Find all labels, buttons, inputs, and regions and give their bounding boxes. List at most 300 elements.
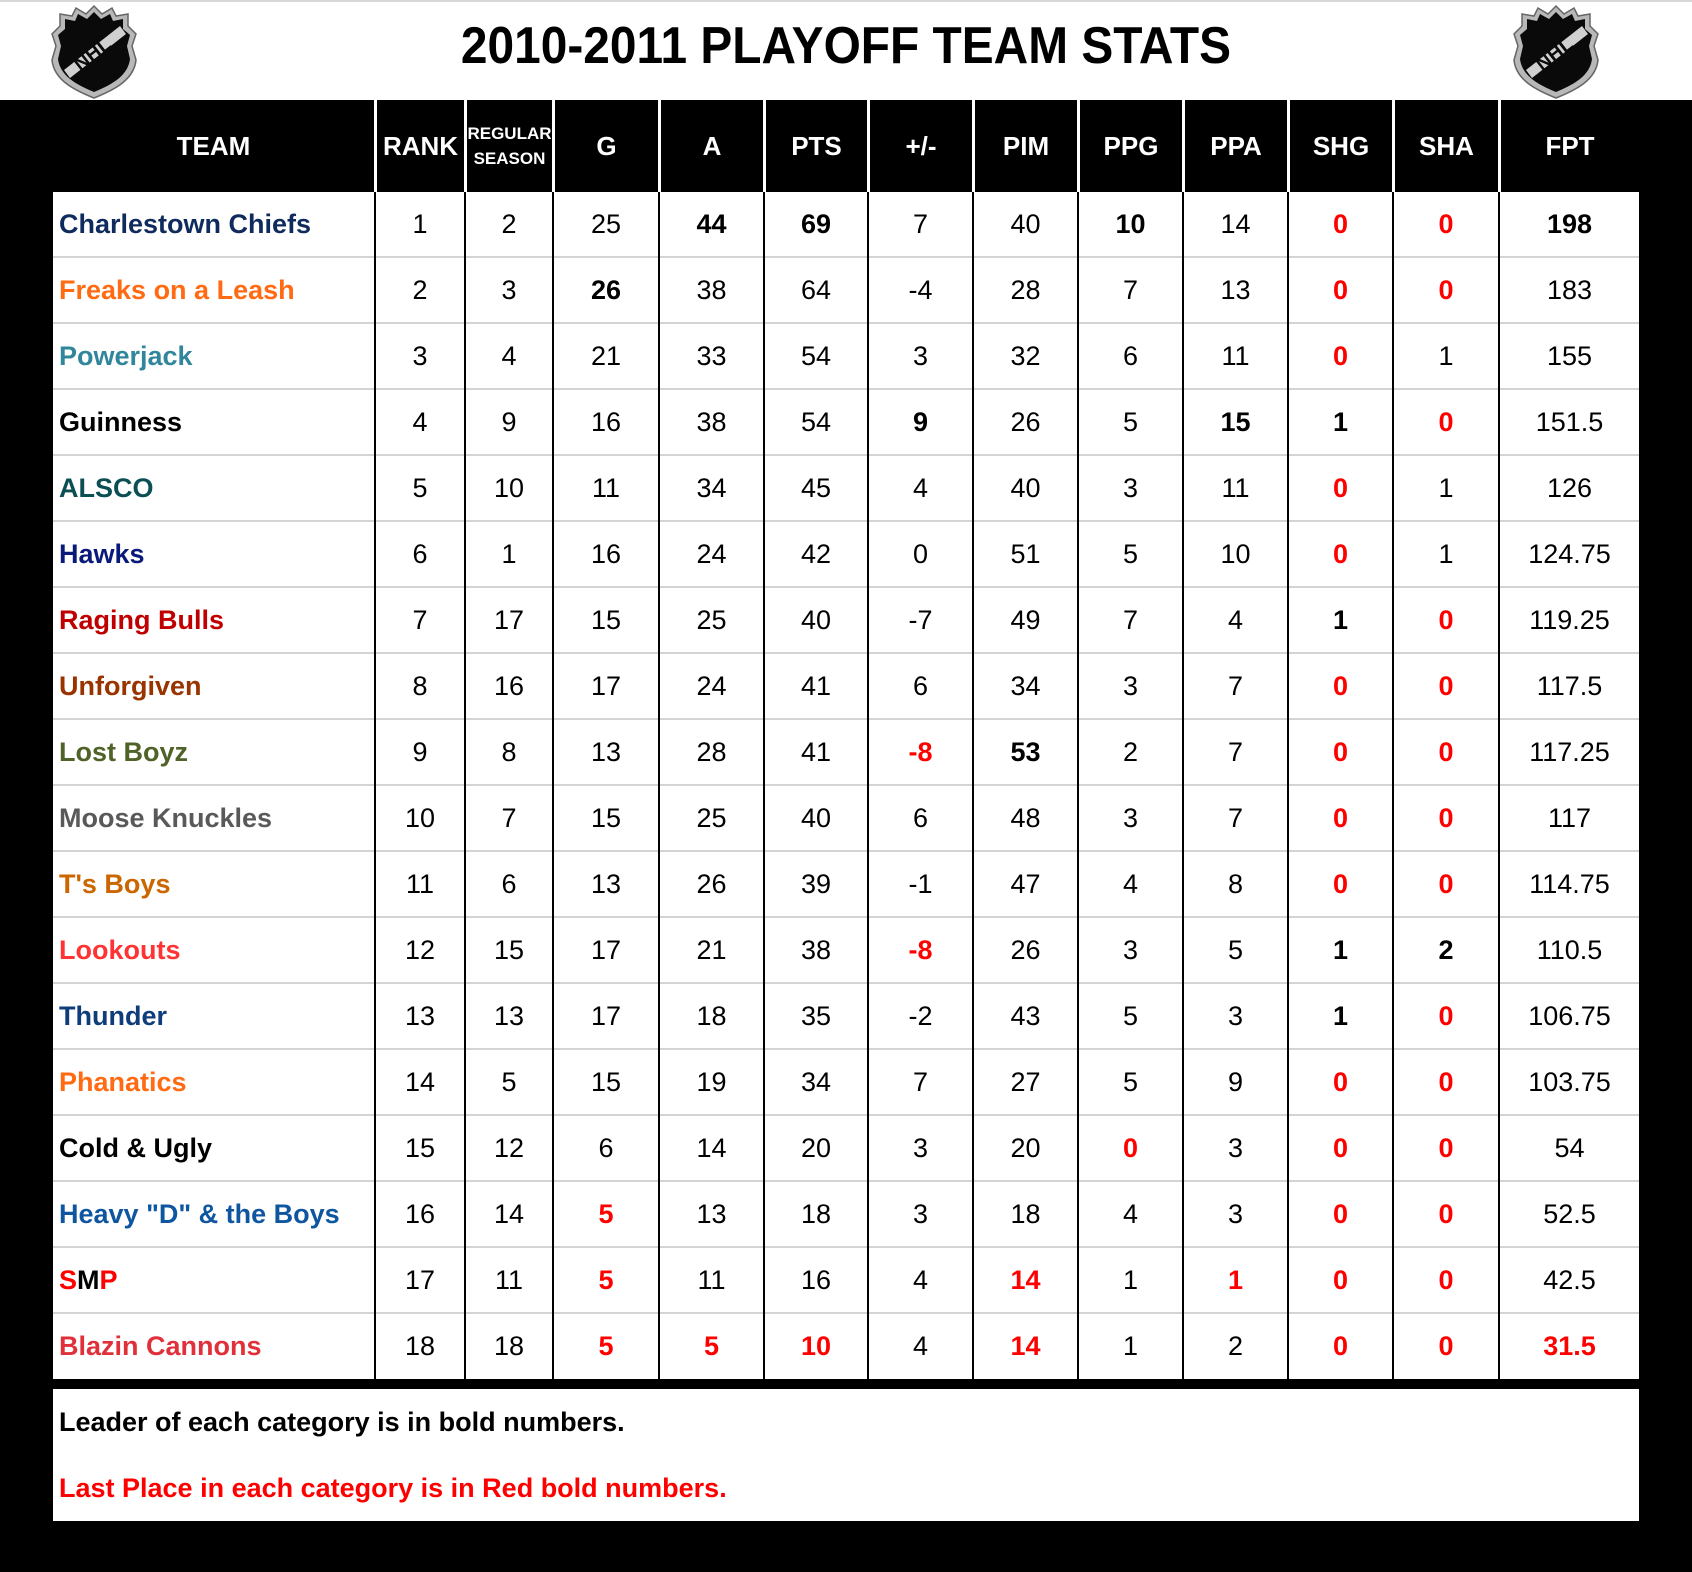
stat-rank: 5 [412,472,428,503]
column-header-a: A [702,130,722,161]
team-name-part: M [77,1264,100,1295]
stat-ppa: 3 [1227,1000,1244,1031]
header-separator [464,100,467,192]
stat-shg: 0 [1332,1198,1349,1229]
stat-g: 15 [590,802,622,833]
stat-fpt: 117 [1547,802,1592,833]
stat-a: 24 [696,538,727,569]
stat-pts: 16 [800,1264,832,1295]
stat-pm: 3 [912,1132,929,1163]
stat-a: 26 [696,868,727,899]
stat-pm: 7 [912,208,929,239]
stat-pm: 4 [912,1264,929,1295]
stat-a: 19 [696,1066,727,1097]
stat-reg: 14 [493,1198,525,1229]
team-name: Charlestown Chiefs [59,208,312,239]
stat-rank: 12 [404,934,436,965]
stat-a: 5 [703,1330,720,1361]
stat-shg: 1 [1332,934,1349,965]
stat-a: 34 [696,472,727,503]
stat-sha: 0 [1438,1000,1454,1031]
stat-rank: 16 [404,1198,436,1229]
stat-pts: 41 [800,670,832,701]
table-row [53,1248,1639,1314]
stat-reg: 11 [494,1264,524,1295]
table-row [53,258,1639,324]
column-header-sha: SHA [1419,130,1474,161]
team-name: Lost Boyz [59,736,189,767]
stat-g: 5 [598,1264,614,1295]
stat-pim: 28 [1010,274,1041,305]
stat-sha: 0 [1438,274,1454,305]
stat-fpt: 151.5 [1535,406,1604,437]
stat-reg: 1 [501,538,517,569]
stat-sha: 0 [1438,1066,1454,1097]
team-name [53,1248,380,1312]
column-header-pm: +/- [905,130,937,161]
table-row [53,918,1639,984]
stat-ppa: 7 [1227,670,1244,701]
table-row [53,852,1639,918]
team-name: Phanatics [59,1066,187,1097]
stat-g: 11 [591,472,621,503]
stat-pim: 18 [1010,1198,1041,1229]
stat-pim: 14 [1010,1264,1041,1295]
stat-pm: 4 [912,1330,929,1361]
stat-reg: 13 [493,1000,525,1031]
table-row [53,456,1639,522]
stat-shg: 1 [1332,604,1349,635]
stat-rank: 13 [404,1000,436,1031]
stat-pts: 40 [800,604,832,635]
table-row [53,522,1639,588]
header-separator [1077,100,1080,192]
header-separator [1287,100,1290,192]
stat-pm: 3 [912,340,929,371]
stat-a: 25 [696,802,727,833]
stat-pts: 54 [800,406,832,437]
stat-g: 17 [590,934,622,965]
column-divider [972,192,974,1379]
stat-fpt: 110.5 [1536,934,1603,965]
stat-fpt: 124.75 [1528,538,1611,569]
column-divider [552,192,554,1379]
stat-fpt: 54 [1554,1132,1585,1163]
stat-ppa: 15 [1220,406,1251,437]
stat-fpt: 103.75 [1528,1066,1611,1097]
team-name: Powerjack [59,340,193,371]
team-name: Guinness [59,406,183,437]
column-divider [374,192,376,1379]
stat-ppg: 5 [1122,1066,1139,1097]
stat-pm: -8 [908,736,933,767]
team-name: Moose Knuckles [59,802,273,833]
stat-ppg: 5 [1122,538,1139,569]
column-divider [867,192,869,1379]
stat-sha: 0 [1438,802,1454,833]
stat-shg: 0 [1332,1264,1349,1295]
stat-fpt: 155 [1546,340,1593,371]
stat-rank: 17 [404,1264,436,1295]
stat-sha: 0 [1438,604,1454,635]
stat-pm: 0 [912,538,929,569]
stat-ppg: 6 [1122,340,1139,371]
stat-ppg: 3 [1122,472,1139,503]
header-separator [658,100,661,192]
stat-a: 21 [696,934,727,965]
stat-shg: 0 [1332,868,1349,899]
stat-fpt: 126 [1546,472,1593,503]
stat-rank: 9 [412,736,428,767]
stat-sha: 0 [1438,1264,1454,1295]
column-header-ppa: PPA [1210,130,1262,161]
stat-shg: 0 [1332,1132,1349,1163]
stat-reg: 18 [493,1330,525,1361]
stat-pm: 6 [912,670,929,701]
stat-ppg: 10 [1115,208,1146,239]
title-bar [0,0,1692,100]
stat-ppg: 3 [1122,934,1139,965]
stat-g: 5 [598,1330,614,1361]
header-separator [552,100,555,192]
stat-g: 16 [590,406,622,437]
stat-ppa: 7 [1227,736,1244,767]
stat-pm: 7 [912,1066,929,1097]
stat-sha: 0 [1438,670,1454,701]
leader-note: Leader of each category is in bold numbers. [59,1407,625,1437]
table-row [53,588,1639,654]
column-divider [763,192,765,1379]
stat-g: 6 [598,1132,614,1163]
stat-pm: -8 [908,934,933,965]
stat-rank: 1 [412,208,428,239]
stat-fpt: 183 [1546,274,1593,305]
table-row [53,1314,1639,1380]
stat-rank: 2 [412,274,428,305]
stat-sha: 0 [1438,1330,1454,1361]
stat-g: 13 [590,868,622,899]
stat-g: 17 [590,1000,622,1031]
table-row [53,1116,1639,1182]
stat-fpt: 119.25 [1529,604,1610,635]
stat-ppa: 1 [1227,1264,1244,1295]
stat-pts: 69 [800,208,832,239]
team-name: Heavy "D" & the Boys [59,1198,340,1229]
stat-sha: 0 [1438,208,1454,239]
header-separator [374,100,377,192]
stat-pts: 18 [800,1198,832,1229]
stat-pts: 64 [800,274,832,305]
stat-pim: 32 [1010,340,1041,371]
table-row [53,1050,1639,1116]
stat-a: 25 [696,604,727,635]
stat-pts: 35 [800,1000,832,1031]
team-name: Lookouts [59,934,181,965]
stat-ppg: 4 [1122,1198,1139,1229]
stat-ppa: 11 [1221,340,1250,371]
stat-pim: 40 [1010,208,1041,239]
svg-text:NHL: NHL [1531,33,1578,76]
stat-pim: 53 [1010,736,1041,767]
column-header-reg [467,100,552,192]
stat-reg: 5 [501,1066,517,1097]
stat-pm: -1 [908,868,933,899]
stat-reg: 8 [501,736,517,767]
stat-ppa: 7 [1227,802,1244,833]
stat-rank: 6 [412,538,428,569]
team-name: Raging Bulls [59,604,225,635]
header-separator [1498,100,1501,192]
stat-pim: 26 [1010,934,1041,965]
column-header-fpt: FPT [1545,130,1595,161]
stat-ppg: 5 [1122,1000,1139,1031]
team-name: Hawks [59,538,145,569]
stat-reg: 3 [501,274,517,305]
stat-a: 38 [696,406,727,437]
stat-shg: 0 [1332,274,1349,305]
column-header-pts: PTS [791,130,842,161]
stat-pim: 26 [1010,406,1041,437]
stat-reg: 10 [493,472,525,503]
stat-reg: 7 [501,802,517,833]
page-title: 2010-2011 PLAYOFF TEAM STATS [460,17,1232,75]
stat-ppa: 4 [1227,604,1244,635]
stat-fpt: 52.5 [1543,1198,1596,1229]
team-name: Cold & Ugly [59,1132,212,1163]
stat-reg: 12 [493,1132,525,1163]
stat-fpt: 117.5 [1536,670,1603,701]
stat-a: 24 [696,670,727,701]
column-divider [1287,192,1289,1379]
stat-pim: 48 [1010,802,1041,833]
column-header-pim: PIM [1002,130,1050,161]
table-row [53,192,1639,258]
stat-ppa: 5 [1227,934,1244,965]
stat-g: 15 [590,604,622,635]
stat-g: 21 [590,340,622,371]
stat-pim: 49 [1010,604,1041,635]
stat-pm: 3 [912,1198,929,1229]
stat-sha: 1 [1438,340,1454,371]
stat-shg: 0 [1332,340,1349,371]
table-row [53,720,1639,786]
table-row [53,390,1639,456]
header-separator [972,100,975,192]
stat-pim: 20 [1010,1132,1041,1163]
stat-fpt: 114.75 [1529,868,1610,899]
stat-pim: 51 [1010,538,1041,569]
stat-rank: 18 [404,1330,436,1361]
stat-pm: 4 [912,472,929,503]
stat-reg: 9 [501,406,517,437]
stat-ppg: 1 [1122,1264,1139,1295]
stat-fpt: 117.25 [1529,736,1610,767]
team-name-part: S [59,1264,78,1295]
stat-rank: 4 [412,406,428,437]
stat-pm: -2 [908,1000,933,1031]
team-name-part: P [99,1264,118,1295]
stat-fpt: 198 [1546,208,1593,239]
stat-shg: 0 [1332,802,1349,833]
stat-g: 25 [590,208,622,239]
stat-sha: 0 [1438,1132,1454,1163]
stat-pm: -7 [908,604,933,635]
stat-rank: 8 [412,670,428,701]
stat-g: 17 [590,670,622,701]
column-divider [1182,192,1184,1379]
stat-ppa: 13 [1220,274,1251,305]
column-header-shg: SHG [1312,130,1370,161]
stat-ppg: 7 [1122,604,1139,635]
stat-fpt: 106.75 [1528,1000,1611,1031]
stat-sha: 2 [1438,934,1454,965]
stat-ppg: 4 [1122,868,1139,899]
stat-shg: 0 [1332,1330,1349,1361]
stat-pim: 40 [1010,472,1041,503]
team-name: Freaks on a Leash [59,274,295,305]
stat-shg: 0 [1332,1066,1349,1097]
stat-rank: 3 [412,340,428,371]
team-name: T's Boys [59,868,171,899]
column-header-line: SEASON [473,149,546,168]
table-row [53,786,1639,852]
stat-g: 15 [590,1066,622,1097]
stat-ppg: 0 [1122,1132,1139,1163]
team-name: Thunder [59,1000,167,1031]
table-row [53,654,1639,720]
stat-sha: 0 [1438,736,1454,767]
column-divider [1498,192,1500,1379]
stat-pm: 9 [912,406,929,437]
column-header-ppg: PPG [1103,130,1159,161]
stat-pts: 20 [800,1132,832,1163]
stat-pts: 40 [800,802,832,833]
table-row [53,984,1639,1050]
stat-g: 5 [598,1198,614,1229]
stat-reg: 6 [501,868,517,899]
stat-shg: 0 [1332,208,1349,239]
column-header-line: REGULAR [467,124,552,143]
stat-reg: 4 [501,340,517,371]
stat-sha: 0 [1438,1198,1454,1229]
stat-sha: 0 [1438,406,1454,437]
stat-pts: 39 [800,868,832,899]
table-row [53,324,1639,390]
stat-ppg: 2 [1122,736,1139,767]
stat-ppa: 3 [1227,1198,1244,1229]
stat-a: 14 [696,1132,727,1163]
stat-rank: 10 [404,802,436,833]
stat-ppa: 14 [1220,208,1251,239]
stat-ppa: 11 [1221,472,1250,503]
stat-shg: 1 [1332,1000,1349,1031]
stat-rank: 15 [404,1132,436,1163]
stat-a: 38 [696,274,727,305]
stat-pts: 10 [800,1330,832,1361]
stat-fpt: 31.5 [1543,1330,1596,1361]
stat-ppg: 3 [1122,670,1139,701]
stat-a: 44 [696,208,727,239]
last-place-note: Last Place in each category is in Red bold numbers. [59,1473,727,1503]
stat-pim: 34 [1010,670,1041,701]
stat-reg: 15 [493,934,525,965]
header-separator [867,100,870,192]
stat-pim: 14 [1010,1330,1041,1361]
stat-shg: 1 [1332,406,1349,437]
stat-reg: 2 [501,208,517,239]
stat-pts: 45 [800,472,832,503]
column-divider [464,192,466,1379]
stat-pm: 6 [912,802,929,833]
stat-a: 18 [696,1000,727,1031]
stat-shg: 0 [1332,472,1349,503]
stat-ppa: 2 [1227,1330,1244,1361]
stat-ppa: 9 [1227,1066,1244,1097]
stat-fpt: 42.5 [1543,1264,1596,1295]
stat-ppg: 3 [1122,802,1139,833]
table-row [53,1182,1639,1248]
stat-sha: 0 [1438,868,1454,899]
team-name: Blazin Cannons [59,1330,262,1361]
stat-pts: 54 [800,340,832,371]
column-header-team: TEAM [176,130,251,161]
stat-shg: 0 [1332,736,1349,767]
stat-g: 13 [590,736,622,767]
column-divider [658,192,660,1379]
stat-pim: 27 [1010,1066,1041,1097]
stat-pim: 47 [1010,868,1041,899]
table-body [53,192,1639,1379]
stat-a: 28 [696,736,727,767]
stat-rank: 7 [412,604,428,635]
stat-g: 16 [590,538,622,569]
column-divider [1077,192,1079,1379]
header-separator [763,100,766,192]
stat-a: 13 [696,1198,727,1229]
stat-ppa: 3 [1227,1132,1244,1163]
stat-shg: 0 [1332,538,1349,569]
nhl-logo-icon [1512,4,1600,100]
stat-ppg: 1 [1122,1330,1139,1361]
stat-pts: 41 [800,736,832,767]
column-header-g: G [596,130,617,161]
team-name: Unforgiven [59,670,202,701]
header-separator [1182,100,1185,192]
stat-ppg: 7 [1122,274,1139,305]
stat-a: 33 [696,340,727,371]
stat-pm: -4 [908,274,933,305]
stat-ppa: 10 [1220,538,1251,569]
stat-pts: 34 [800,1066,832,1097]
stat-g: 26 [590,274,622,305]
stat-ppa: 8 [1227,868,1244,899]
stat-ppg: 5 [1122,406,1139,437]
stat-a: 11 [697,1264,726,1295]
stat-reg: 16 [493,670,525,701]
stat-reg: 17 [493,604,525,635]
stat-rank: 14 [404,1066,436,1097]
stat-rank: 11 [405,868,435,899]
header-separator [1392,100,1395,192]
stat-sha: 1 [1438,538,1454,569]
stat-pts: 42 [800,538,832,569]
legend-notes [53,1389,1639,1521]
svg-text:NHL: NHL [69,33,116,76]
column-divider [1392,192,1394,1379]
team-name: ALSCO [59,472,154,503]
stat-pts: 38 [800,934,832,965]
stat-shg: 0 [1332,670,1349,701]
